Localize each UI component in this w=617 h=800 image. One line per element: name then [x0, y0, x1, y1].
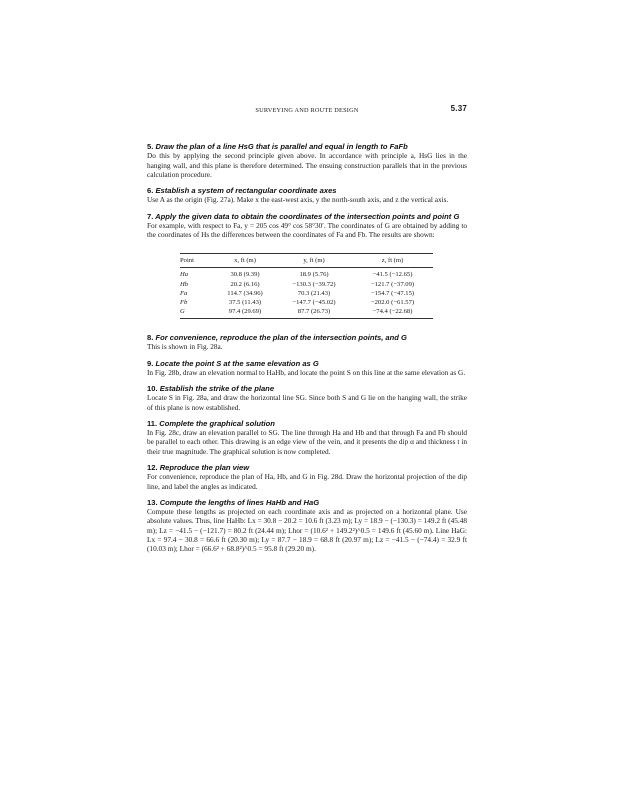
step-8: [147, 333, 467, 352]
step-heading: 8. For convenience, reproduce the plan of the intersection points, and G: [147, 333, 407, 343]
step-body: Use A as the origin (Fig. 27a). Make x the east-west axis, y the north-south axis, and z the vertical axis.: [147, 195, 449, 205]
step-10: [147, 384, 467, 412]
step-heading: 13. Compute the lengths of lines HaHb and HaG: [147, 497, 320, 507]
cell-z: −41.5 (−12.65): [372, 271, 413, 279]
step-body: Compute these lengths as projected on each coordinate axis and as projected on a horizontal plane. Use absolute values. Thus, line HaHb: Lx = 30.8 − 20.2 = 10.6 ft (3.23 m); Ly = 18.9 − (−130.3) = 149.2 ft (45.48 m); Lz = −41.5 − (−121.7) = 80.2 ft (24.44 m); Lhor = (10.6² + 149.2²)^0.5 = 149.6 ft (45.60 m). Line HaG: Lx = 97.4 − 30.8 = 66.6 ft (20.30 m); Ly = 87.7 − 18.9 = 68.8 ft (20.97 m); Lz = −41.5 − (−74.4) = 32.9 ft (10.03 m); Lhor = (66.6² + 68.8²)^0.5 = 95.8 ft (29.20 m).: [147, 507, 467, 554]
step-body: This is shown in Fig. 28a.: [147, 342, 223, 352]
table-header-row: [180, 254, 433, 268]
cell-y: 18.9 (5.76): [299, 271, 329, 279]
running-head: [147, 104, 467, 116]
table-row: [180, 298, 433, 307]
step-6: [147, 186, 467, 205]
cell-x: 114.7 (34.96): [227, 289, 263, 297]
step-7: [147, 212, 467, 240]
cell-x: 97.4 (29.69): [214, 308, 276, 319]
page-number: 5.37: [450, 104, 467, 113]
step-heading: 5. Draw the plan of a line HsG that is parallel and equal in length to FaFb: [147, 142, 408, 151]
col-header-y: y, ft (m): [276, 254, 352, 268]
cell-point: Fa: [180, 289, 188, 297]
step-12: [147, 463, 467, 491]
cell-y: −130.3 (−39.72): [292, 280, 336, 288]
cell-z: −154.7 (−47.15): [370, 289, 415, 297]
step-body: For convenience, reproduce the plan of Ha, Hb, and G in Fig. 28d. Draw the horizontal projection of the dip line, and label the angles as indicated.: [147, 472, 467, 491]
step-13: [147, 498, 467, 554]
cell-x: 20.2 (6.16): [230, 280, 260, 288]
col-header-point: Point: [180, 254, 214, 268]
step-body: In Fig. 28b, draw an elevation normal to HaHb, and locate the point S on this line at the same elevation as G.: [147, 367, 466, 377]
cell-point: Hb: [180, 280, 189, 288]
table-row: [180, 268, 433, 280]
coordinates-table: [180, 253, 433, 319]
cell-z: −121.7 (−37.09): [370, 280, 415, 288]
col-header-z: z, ft (m): [352, 254, 433, 268]
table-row: [180, 308, 433, 319]
cell-y: 70.3 (21.43): [297, 289, 331, 297]
running-head-title: SURVEYING AND ROUTE DESIGN: [255, 107, 359, 114]
cell-x: 37.5 (11.43): [228, 298, 262, 306]
cell-y: 87.7 (26.73): [276, 308, 352, 319]
step-body: In Fig. 28c, draw an elevation parallel to SG. The line through Ha and Hb and that through Fa and Fb should be parallel to each other. This drawing is an edge view of the vein, and it presents the dip α and thickness t in their true magnitude. The graphical solution is now completed.: [147, 428, 467, 456]
step-heading: 6. Establish a system of rectangular coordinate axes: [147, 186, 337, 196]
step-heading: 11. Complete the graphical solution: [147, 418, 275, 428]
step-body: For example, with respect to Fa, y = 205 cos 49° cos 58°30′. The coordinates of G are obtained by adding to the coordinates of Hs the differences between the coordinates of Fa and Fb. The results are shown:: [147, 220, 467, 240]
table-row: [180, 280, 433, 289]
step-11: [147, 419, 467, 456]
step-9: [147, 359, 467, 378]
cell-point: Ha: [180, 271, 189, 279]
step-heading: 7. Apply the given data to obtain the coordinates of the intersection points and point G: [147, 211, 460, 221]
cell-x: 30.8 (9.39): [230, 271, 260, 279]
cell-point: Fb: [180, 298, 188, 306]
step-body: Locate S in Fig. 28a, and draw the horizontal line SG. Since both S and G lie on the hanging wall, the strike of this plane is now established.: [147, 393, 467, 412]
step-body: Do this by applying the second principle given above. In accordance with principle a, HsG lies in the hanging wall, and this plane is therefore determined. The ensuing construction parallels that in the previous calculation procedure.: [147, 151, 467, 179]
col-header-x: x, ft (m): [214, 254, 276, 268]
step-heading: 10. Establish the strike of the plane: [147, 384, 275, 394]
cell-point: G: [180, 308, 214, 319]
cell-z: −202.0 (−61.57): [370, 298, 415, 306]
cell-z: −74.4 (−22.68): [352, 308, 433, 319]
document-page: [147, 104, 467, 554]
cell-y: −147.7 (−45.02): [292, 298, 336, 306]
table-row: [180, 289, 433, 298]
step-5: [147, 142, 467, 179]
step-heading: 12. Reproduce the plan view: [147, 463, 250, 473]
step-heading: 9. Locate the point S at the same elevation as G: [147, 358, 319, 368]
